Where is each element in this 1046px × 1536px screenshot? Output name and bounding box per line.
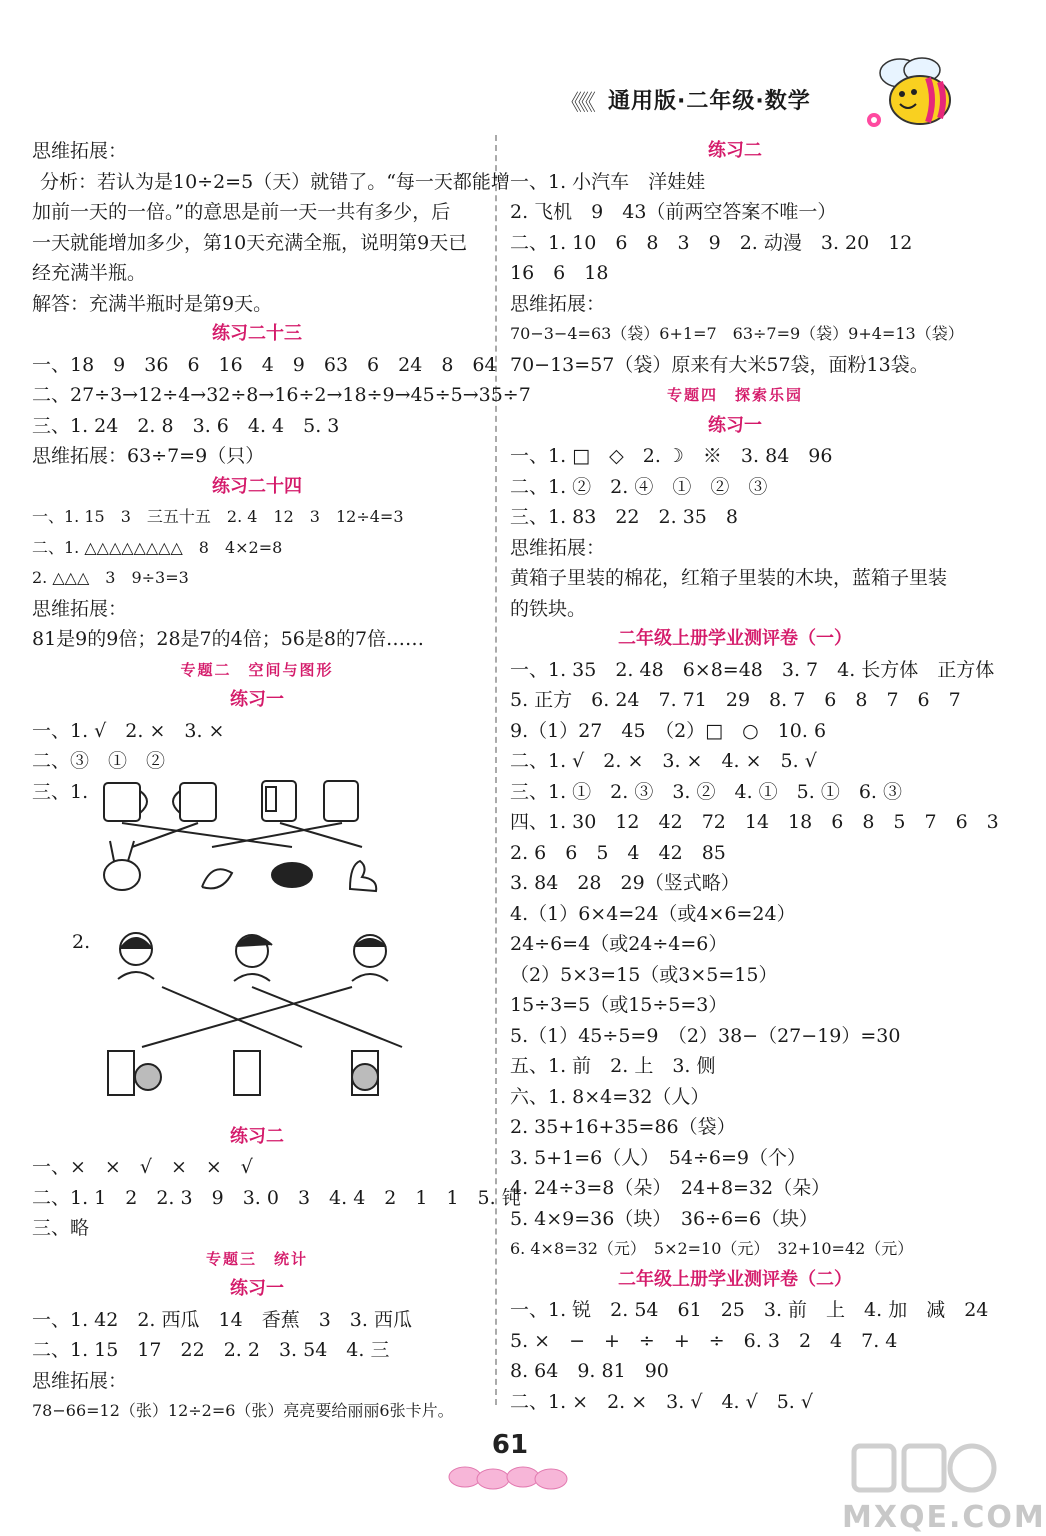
chicken-icon — [202, 869, 232, 888]
answer-line: 一、18 9 36 6 16 4 9 63 6 24 8 64 — [32, 353, 497, 376]
section-title: 练习二 — [708, 140, 762, 161]
answer-line: 三、1. 83 22 2. 35 8 — [510, 506, 738, 528]
topic-title: 专题四 探索乐园 — [666, 386, 803, 404]
section-title: 练习二十三 — [212, 323, 302, 344]
answer-line: 四、1. 30 12 42 72 14 18 6 8 5 7 6 3 — [510, 811, 999, 833]
section-title: 练习二 — [230, 1125, 284, 1147]
answer-line: 9.（1）27 45 （2）□ ○ 10. 6 — [510, 719, 827, 742]
answer-line: 一、1. 42 2. 西瓜 14 香蕉 3 3. 西瓜 — [32, 1308, 412, 1331]
answer-line: 2. 飞机 9 43（前两空答案不唯一） — [510, 201, 837, 223]
answer-line: 六、1. 8×4=32（人） — [510, 1085, 710, 1108]
thinking-label: 思维拓展： — [510, 292, 606, 315]
thinking-label: 思维拓展： — [32, 1369, 128, 1392]
thinking-label: 思维拓展： — [32, 140, 128, 162]
answer-line: 二、1. ② 2. ④ ① ② ③ — [510, 475, 768, 498]
answer-line: 的铁块。 — [510, 597, 587, 620]
answer-line: 一、× × √ × × √ — [32, 1156, 253, 1178]
matching-figure-children — [32, 927, 482, 1122]
section-title: 二年级上册学业测评卷（二） — [618, 1268, 852, 1290]
answer-line: 二、1. △△△△△△△△ 8 4×2=8 — [32, 537, 283, 557]
answer-line: 一、1. 35 2. 48 6×8=48 3. 7 4. 长方体 正方体 — [510, 658, 995, 681]
answer-line: 3. 84 28 29（竖式略） — [510, 872, 740, 894]
topic-title: 专题三 统计 — [205, 1249, 308, 1268]
answer-line: 3. 5+1=6（人） 54÷6=9（个） — [510, 1146, 806, 1169]
column-divider — [495, 135, 497, 1405]
answer-line: 二、27÷3→12÷4→32÷8→16÷2→18÷9→45÷5→35÷7 — [32, 384, 531, 406]
bear-icon — [272, 863, 312, 887]
analysis-line: 一天就能增加多少，第10天充满全瓶，说明第9天已 — [32, 231, 468, 254]
answer-line: 5. × − + ÷ + ÷ 6. 3 2 4 7. 4 — [510, 1329, 898, 1352]
figure-label: 三、1. — [32, 780, 89, 803]
answer-line: 二、1. × 2. × 3. √ 4. √ 5. √ — [510, 1390, 813, 1413]
answer-line: 二、1. √ 2. × 3. × 4. × 5. √ — [510, 750, 817, 772]
answer-line: 二、1. 1 2 2. 3 9 3. 0 3 4. 4 2 1 1 5. 钝 — [32, 1186, 521, 1209]
section-title: 二年级上册学业测评卷（一） — [618, 628, 852, 649]
answer-line: 一、1. 15 3 三五十五 2. 4 12 3 12÷4=3 — [32, 507, 404, 526]
answer-line: 6. 4×8=32（元） 5×2=10（元） 32+10=42（元） — [510, 1239, 914, 1258]
answer-line: 解答：充满半瓶时是第9天。 — [32, 292, 273, 315]
cup-icon — [104, 783, 140, 821]
answer-line: 二、1. 10 6 8 3 9 2. 动漫 3. 20 12 — [510, 231, 913, 254]
rabbit-icon — [104, 860, 140, 890]
answer-line: 黄箱子里装的棉花，红箱子里装的木块，蓝箱子里装 — [510, 567, 948, 589]
answer-line: 78−66=12（张）12÷2=6（张）亮亮要给丽丽6张卡片。 — [32, 1401, 454, 1420]
answer-line: 一、1. □ ◇ 2. ☽ ※ 3. 84 96 — [510, 445, 833, 467]
answer-line: 4. 24÷3=8（朵） 24+8=32（朵） — [510, 1177, 831, 1199]
answer-line: （2）5×3=15（或3×5=15） — [510, 963, 778, 986]
duck-icon — [350, 861, 376, 891]
view-rect-icon — [234, 1051, 260, 1095]
answer-line: 二、1. 15 17 22 2. 2 3. 54 4. 三 — [32, 1339, 390, 1361]
answer-line: 15÷3=5（或15÷5=3） — [510, 994, 728, 1016]
children-views-illustration — [102, 927, 422, 1122]
figure-label: 2. — [72, 930, 91, 953]
answer-line: 2. 6 6 5 4 42 85 — [510, 841, 726, 864]
view-circle-icon — [135, 1064, 161, 1090]
answer-line: 三、1. ① 2. ③ 3. ② 4. ① 5. ① 6. ③ — [510, 780, 903, 803]
answer-line: 一、1. √ 2. × 3. × — [32, 719, 225, 742]
answer-line: 70−3−4=63（袋）6+1=7 63÷7=9（袋）9+4=13（袋） — [510, 324, 964, 343]
section-title: 练习一 — [230, 689, 284, 710]
answer-line: 二、③ ① ② — [32, 750, 166, 772]
answer-line: 2. △△△ 3 9÷3=3 — [32, 568, 189, 587]
thinking-label: 思维拓展： — [32, 597, 128, 620]
section-title: 练习一 — [230, 1278, 284, 1299]
edition-title: 通用版·二年级·数学 — [608, 89, 811, 114]
section-title: 练习二十四 — [212, 475, 302, 497]
answer-line: 2. 35+16+35=86（袋） — [510, 1116, 736, 1138]
answer-line: 24÷6=4（或24÷4=6） — [510, 933, 728, 955]
view-circle-icon — [352, 1064, 378, 1090]
answer-line: 5. 正方 6. 24 7. 71 29 8. 7 6 8 7 6 7 — [510, 689, 961, 711]
bee-icon — [860, 48, 970, 138]
answer-line: 一、1. 锐 2. 54 61 25 3. 前 上 4. 加 减 24 — [510, 1299, 989, 1321]
cup-icon — [324, 781, 358, 821]
answer-line: 81是9的9倍；28是7的4倍；56是8的7倍…… — [32, 628, 425, 650]
answer-line: 五、1. 前 2. 上 3. 侧 — [510, 1055, 716, 1077]
left-column — [32, 136, 531, 1427]
right-column — [510, 136, 999, 1417]
cup-icon — [180, 783, 216, 821]
answer-line: 5.（1）45÷5=9 （2）38−（27−19）=30 — [510, 1024, 901, 1047]
answer-line: 5. 4×9=36（块） 36÷6=6（块） — [510, 1207, 819, 1230]
answer-line: 16 6 18 — [510, 262, 609, 284]
cups-animals-illustration — [92, 777, 432, 927]
answer-line: 一、1. 小汽车 洋娃娃 — [510, 170, 706, 193]
answer-line: 4.（1）6×4=24（或4×6=24） — [510, 902, 796, 925]
page-header — [560, 78, 1000, 118]
watermark-logo-icon — [850, 1440, 1000, 1500]
analysis-line: 加前一天的一倍。”的意思是前一天一共有多少，后 — [32, 201, 451, 223]
view-rect-icon — [108, 1051, 134, 1095]
topic-title: 专题二 空间与图形 — [180, 660, 334, 679]
watermark-text: MXQE.COM — [842, 1500, 1046, 1535]
flower-decoration-icon — [445, 1455, 575, 1491]
page-number: 61 — [491, 1430, 529, 1460]
answer-line: 8. 64 9. 81 90 — [510, 1360, 669, 1382]
answer-line: 三、1. 24 2. 8 3. 6 4. 4 5. 3 — [32, 414, 340, 437]
analysis-line: 分析：若认为是10÷2=5（天）就错了。“每一天都能增 — [40, 170, 510, 193]
matching-figure-cups — [32, 777, 482, 927]
answer-line: 70−13=57（袋）原来有大米57袋，面粉13袋。 — [510, 353, 929, 376]
header-arrows: 《《《 — [560, 91, 593, 116]
section-title: 练习一 — [708, 414, 762, 436]
answer-line: 思维拓展：63÷7=9（只） — [32, 445, 265, 467]
answer-line: 三、略 — [32, 1217, 90, 1239]
thinking-label: 思维拓展： — [510, 536, 606, 559]
analysis-line: 经充满半瓶。 — [32, 262, 147, 284]
